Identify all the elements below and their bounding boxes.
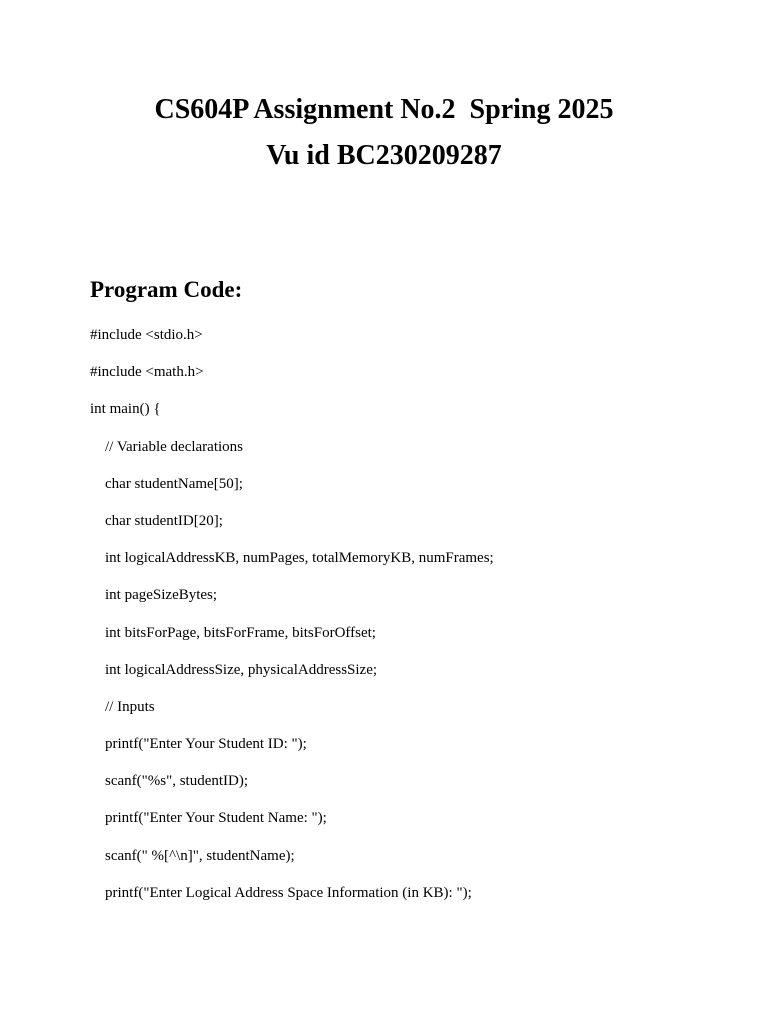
- code-line: #include <stdio.h>: [90, 327, 203, 343]
- code-line: printf("Enter Your Student Name: ");: [105, 810, 327, 827]
- code-line: int pageSizeBytes;: [105, 587, 218, 604]
- code-line: int logicalAddressKB, numPages, totalMemoryKB, numFrames;: [105, 550, 494, 567]
- code-line: scanf(" %[^\n]", studentName);: [105, 847, 295, 864]
- code-line: char studentID[20];: [105, 512, 223, 529]
- code-line: char studentName[50];: [105, 475, 243, 492]
- code-listing: [90, 325, 494, 920]
- code-line: printf("Enter Your Student ID: ");: [105, 736, 307, 753]
- code-line: // Variable declarations: [105, 438, 244, 455]
- code-line: #include <math.h>: [90, 364, 204, 381]
- student-id-line: Vu id BC230209287: [266, 140, 502, 171]
- section-heading: Program Code:: [90, 277, 243, 302]
- code-line: // Inputs: [105, 698, 155, 715]
- document-title: CS604P Assignment No.2 Spring 2025: [154, 94, 614, 125]
- code-line: scanf("%s", studentID);: [105, 773, 249, 790]
- code-line: int main() {: [90, 401, 161, 418]
- code-line: int logicalAddressSize, physicalAddressSize;: [105, 661, 378, 678]
- code-line: printf("Enter Logical Address Space Information (in KB): ");: [105, 884, 472, 901]
- code-line: int bitsForPage, bitsForFrame, bitsForOffset;: [105, 624, 376, 641]
